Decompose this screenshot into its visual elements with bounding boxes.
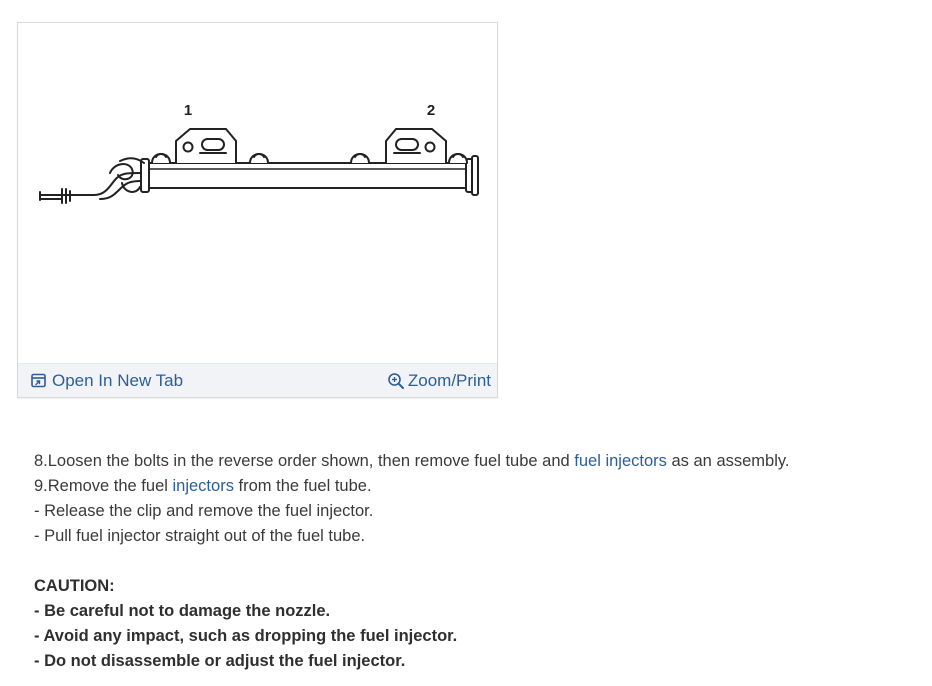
figure-toolbar: [18, 363, 497, 397]
step-9-text: 9.Remove the fuel: [34, 477, 173, 495]
fuel-rail-drawing: [18, 23, 497, 363]
injectors-link[interactable]: injectors: [172, 477, 234, 495]
caution-item: - Be careful not to damage the nozzle.: [34, 602, 331, 620]
zoom-print-link[interactable]: [387, 364, 491, 397]
substep-release-clip: - Release the clip and remove the fuel injector.: [34, 502, 374, 520]
caution-item: - Do not disassemble or adjust the fuel injector.: [34, 652, 406, 670]
fuel-injectors-link[interactable]: fuel injectors: [574, 452, 667, 470]
open-new-tab-icon: [31, 373, 46, 388]
step-9: [34, 474, 914, 499]
open-new-tab-link[interactable]: [31, 364, 183, 397]
step-8: [34, 449, 914, 474]
step-8-text: 8.Loosen the bolts in the reverse order shown, then remove fuel tube and: [34, 452, 575, 470]
caution-heading: CAUTION:: [34, 577, 115, 595]
step-8-suffix: as an assembly.: [666, 452, 790, 470]
caution-block: [34, 574, 914, 674]
callout-1: 1: [183, 102, 193, 119]
step-9-suffix: from the fuel tube.: [233, 477, 372, 495]
procedure-steps: [34, 449, 914, 549]
zoom-print-label: Zoom/Print: [407, 370, 491, 390]
caution-item: - Avoid any impact, such as dropping the fuel injector.: [34, 627, 458, 645]
zoom-in-icon: [387, 372, 405, 390]
open-new-tab-label: Open In New Tab: [52, 370, 184, 390]
figure-card: [17, 22, 498, 398]
callout-2: 2: [426, 102, 436, 119]
fuel-rail-diagram: [18, 23, 497, 363]
substep-pull-injector: - Pull fuel injector straight out of the fuel tube.: [34, 527, 366, 545]
